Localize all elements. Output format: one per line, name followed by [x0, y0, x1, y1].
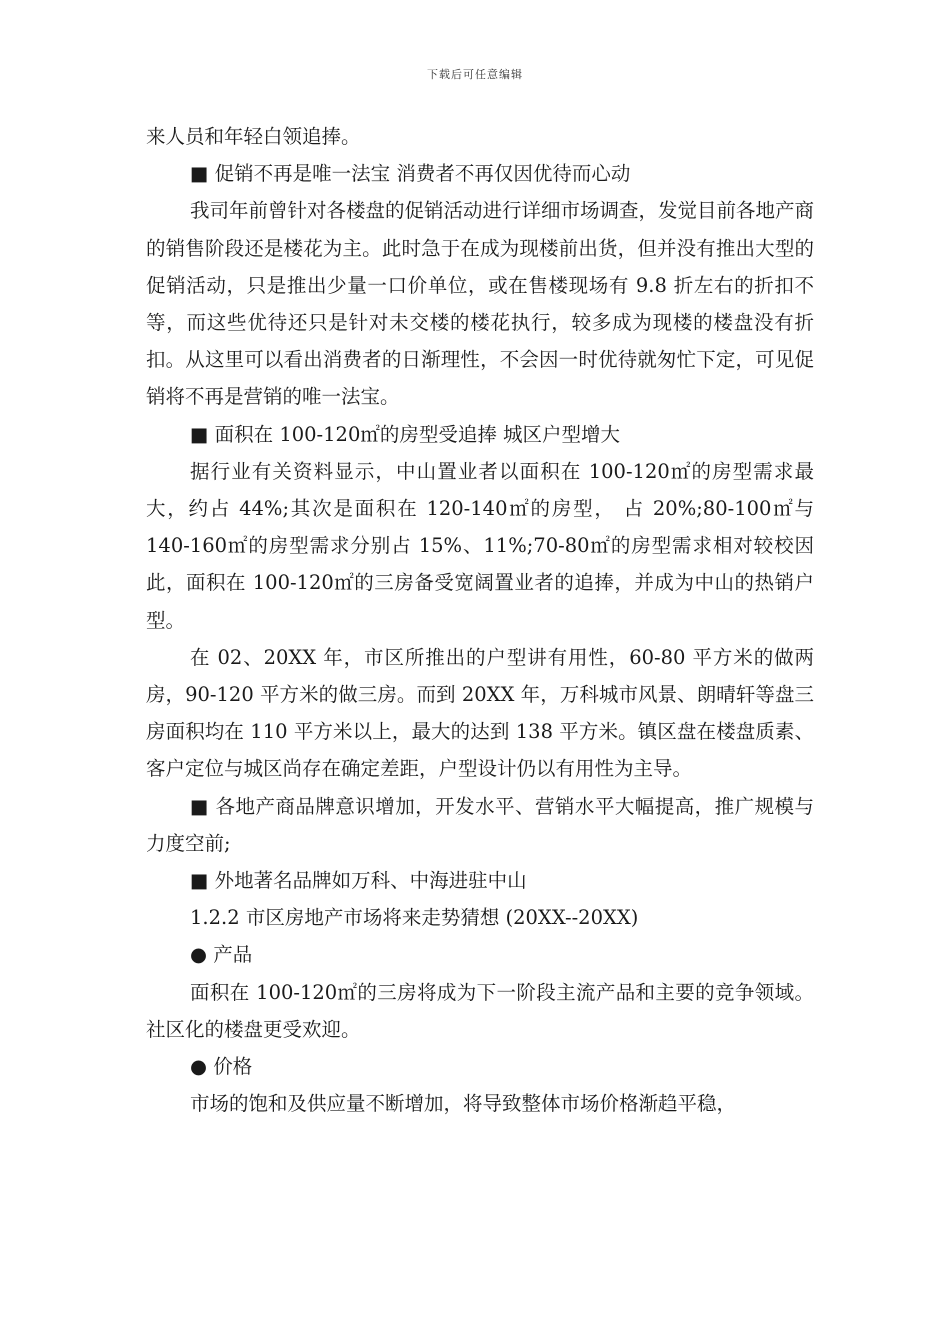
bullet-heading-promotion: ■ 促销不再是唯一法宝 消费者不再仅因优待而心动: [190, 162, 631, 186]
paragraph: 在 02、20XX 年，市区所推出的户型讲有用性，60-80 平方米的做两房，90-120 平方米的做三房。而到 20XX 年，万科城市风景、朗晴轩等盘三房面积均在 110 平方米以上，最大的达到 138 平方米。镇区盘在楼盘质素、客户定位与城区尚存在确定差距，户型设计仍以有用性为主导。: [146, 645, 814, 781]
paragraph: 面积在 100-120㎡的三房将成为下一阶段主流产品和主要的竞争领域。社区化的楼盘更受欢迎。: [146, 980, 814, 1041]
section-heading: 1.2.2 市区房地产市场将来走势猜想 (20XX--20XX): [190, 906, 639, 930]
paragraph: 我司年前曾针对各楼盘的促销活动进行详细市场调查，发觉目前各地产商的销售阶段还是楼花为主。此时急于在成为现楼前出货，但并没有推出大型的促销活动，只是推出少量一口价单位，或在售楼现场有 9.8 折左右的折扣不等，而这些优待还只是针对未交楼的楼花执行，较多成为现楼的楼盘没有折扣。从这里可以看出消费者的日渐理性，不会因一时优待就匆忙下定，可见促销将不再是营销的唯一法宝。: [146, 199, 815, 409]
paragraph: 市场的饱和及供应量不断增加，将导致整体市场价格渐趋平稳，: [190, 1092, 737, 1116]
bullet-heading-brand: ■ 各地产商品牌意识增加，开发水平、营销水平大幅提高，推广规模与力度空前;: [146, 794, 814, 855]
paragraph: 来人员和年轻白领追捧。: [146, 125, 361, 148]
paragraph: 据行业有关资料显示，中山置业者以面积在 100-120㎡的房型需求最大，约占 44%;其次是面积在 120-140㎡的房型， 占 20%;80-100㎡与 140-160㎡的房型需求分别占 15%、11%;70-80㎡的房型需求相对较校因此，面积在 100-120㎡的三房备受宽阔置业者的追捧，并成为中山的热销户型。: [146, 459, 814, 632]
document-body: [146, 118, 814, 1122]
bullet-heading-price: ● 价格: [190, 1055, 253, 1079]
page-header: 下载后可任意编辑: [427, 68, 523, 81]
bullet-heading-product: ● 产品: [190, 943, 253, 967]
bullet-heading-area: ■ 面积在 100-120㎡的房型受追捧 城区户型增大: [190, 422, 621, 446]
bullet-heading-foreign-brands: ■ 外地著名品牌如万科、中海进驻中山: [190, 869, 527, 893]
